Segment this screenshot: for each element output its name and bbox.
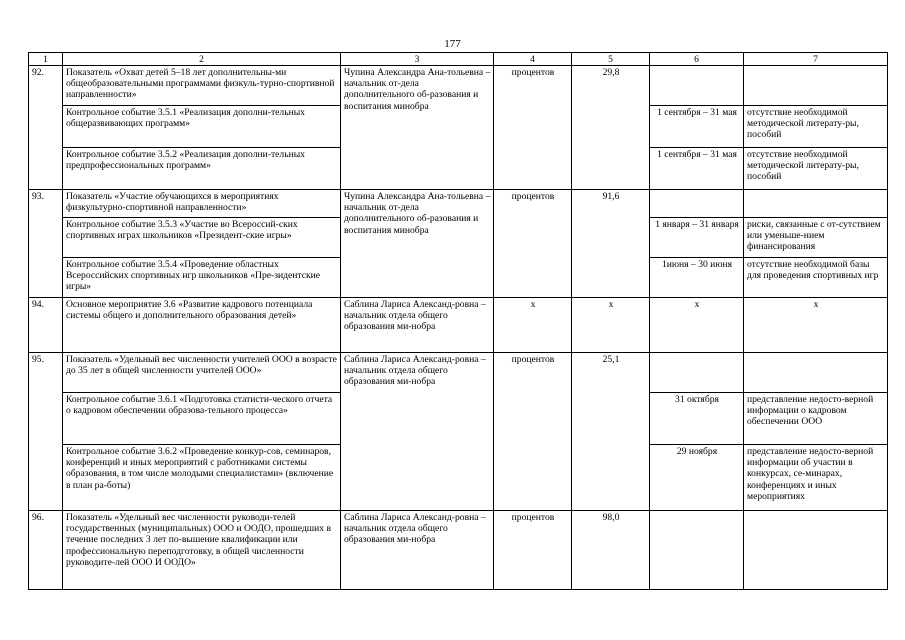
row-number: 95. xyxy=(29,353,63,511)
table-row xyxy=(29,298,888,353)
unit-cell: процентов xyxy=(494,66,572,190)
responsible-cell: Саблина Лариса Александ-ровна – начальник отдела общего образования ми-нобра xyxy=(341,298,494,353)
responsible-cell: Чупина Александра Ана-тольевна – начальник от-дела дополнительного об-разования и воспитания минобра xyxy=(341,66,494,190)
table-row xyxy=(29,66,888,106)
page-number: 177 xyxy=(444,38,461,50)
indicator-cell: Показатель «Охват детей 5–18 лет дополнительны-ми общеобразовательными программами физкуль-турно-спортивной направленности» xyxy=(63,66,341,106)
value-cell: 91,6 xyxy=(572,190,650,298)
column-number: 5 xyxy=(572,53,650,66)
control-event-cell: Контрольное событие 3.6.2 «Проведение конкур-сов, семинаров, конференций и иных мероприятий с работниками системы образования, в том числе молодыми специалистами» (включение в план ра-боты) xyxy=(63,445,341,511)
risk-cell: риски, связанные с от-сутствием или уменьше-нием финансирования xyxy=(744,218,888,258)
indicator-cell: Показатель «Участие обучающихся в мероприятиях физкультурно-спортивной направленности» xyxy=(63,190,341,218)
risk-cell xyxy=(744,353,888,393)
term-cell: 29 ноября xyxy=(650,445,744,511)
responsible-cell: Саблина Лариса Александ-ровна – начальник отдела общего образования ми-нобра xyxy=(341,353,494,511)
responsible-cell: Саблина Лариса Александ-ровна – начальник отдела общего образования ми-нобра xyxy=(341,511,494,590)
table-row xyxy=(29,353,888,393)
value-cell: 98,0 xyxy=(572,511,650,590)
risk-cell: отсутствие необходимой базы для проведения спортивных игр xyxy=(744,258,888,298)
column-number: 3 xyxy=(341,53,494,66)
value-cell: x xyxy=(572,298,650,353)
risk-cell: x xyxy=(744,298,888,353)
control-event-cell: Контрольное событие 3.5.4 «Проведение областных Всероссийских спортивных игр школьников «Пре-зидентские игры» xyxy=(63,258,341,298)
row-number: 92. xyxy=(29,66,63,190)
indicator-cell: Показатель «Удельный вес численности учителей ООО в возрасте до 35 лет в общей численности учителей ООО» xyxy=(63,353,341,393)
control-event-cell: Контрольное событие 3.6.1 «Подготовка статисти-ческого отчета о кадровом обеспечении образова-тельного процесса» xyxy=(63,393,341,445)
responsible-cell: Чупина Александра Ана-тольевна – начальник от-дела дополнительного об-разования и воспитания минобра xyxy=(341,190,494,298)
value-cell: 25,1 xyxy=(572,353,650,511)
control-events-table xyxy=(28,52,888,590)
risk-cell xyxy=(744,511,888,590)
unit-cell: процентов xyxy=(494,511,572,590)
unit-cell: процентов xyxy=(494,353,572,511)
control-event-cell: Контрольное событие 3.5.2 «Реализация дополни-тельных предпрофессиональных программ» xyxy=(63,148,341,190)
control-event-cell: Контрольное событие 3.5.1 «Реализация дополни-тельных общеразвивающих программ» xyxy=(63,106,341,148)
risk-cell: отсутствие необходимой методической литерату-ры, пособий xyxy=(744,106,888,148)
column-number: 4 xyxy=(494,53,572,66)
risk-cell xyxy=(744,66,888,106)
term-cell: 31 октября xyxy=(650,393,744,445)
column-number: 7 xyxy=(744,53,888,66)
term-cell: 1 января – 31 января xyxy=(650,218,744,258)
table-row xyxy=(29,190,888,218)
column-number: 1 xyxy=(29,53,63,66)
value-cell: 29,8 xyxy=(572,66,650,190)
term-cell xyxy=(650,66,744,106)
row-number: 96. xyxy=(29,511,63,590)
term-cell xyxy=(650,190,744,218)
term-cell xyxy=(650,353,744,393)
risk-cell: представление недосто-верной информации о кадровом обеспечении ООО xyxy=(744,393,888,445)
column-number: 2 xyxy=(63,53,341,66)
risk-cell xyxy=(744,190,888,218)
term-cell: 1 сентября – 31 мая xyxy=(650,148,744,190)
column-number-row xyxy=(29,53,888,66)
control-event-cell: Контрольное событие 3.5.3 «Участие во Всероссий-ских спортивных играх школьников «Президент-ские игры» xyxy=(63,218,341,258)
column-number: 6 xyxy=(650,53,744,66)
term-cell: x xyxy=(650,298,744,353)
row-number: 93. xyxy=(29,190,63,298)
term-cell: 1июня – 30 июня xyxy=(650,258,744,298)
unit-cell: x xyxy=(494,298,572,353)
indicator-cell: Показатель «Удельный вес численности руководи-телей государственных (муниципальных) ООО и ООДО, прошедших в течение последних 3 лет по-вышение квалификации или профессиональную переподготовку, в общей численности руководите-лей ООО И ООДО» xyxy=(63,511,341,590)
table-row xyxy=(29,511,888,590)
risk-cell: представление недосто-верной информации об участии в конкурсах, се-минарах, конференциях и иных мероприятиях xyxy=(744,445,888,511)
row-number: 94. xyxy=(29,298,63,353)
term-cell xyxy=(650,511,744,590)
risk-cell: отсутствие необходимой методической литерату-ры, пособий xyxy=(744,148,888,190)
term-cell: 1 сентября – 31 мая xyxy=(650,106,744,148)
main-activity-cell: Основное мероприятие 3.6 «Развитие кадрового потенциала системы общего и дополнительного образования детей» xyxy=(63,298,341,353)
unit-cell: процентов xyxy=(494,190,572,298)
